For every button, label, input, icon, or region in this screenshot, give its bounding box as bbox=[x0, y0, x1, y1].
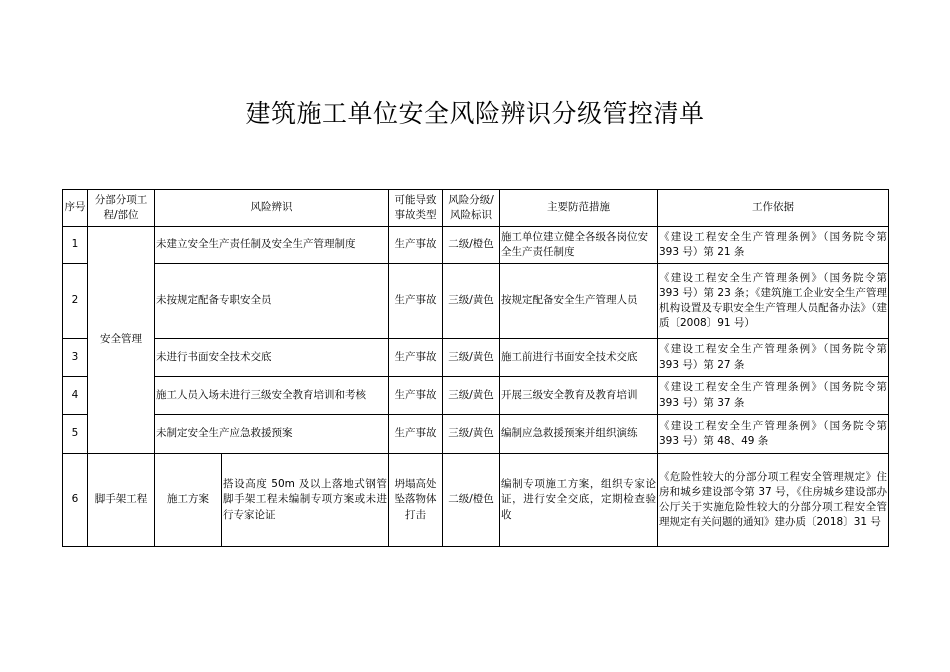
row-accident-type: 生产事故 bbox=[389, 415, 443, 454]
table-row bbox=[63, 377, 889, 415]
row-measures: 施工前进行书面安全技术交底 bbox=[500, 339, 658, 377]
row-seq: 4 bbox=[63, 377, 88, 415]
row-accident-type: 生产事故 bbox=[389, 264, 443, 339]
row-risk: 未建立安全生产责任制及安全生产管理制度 bbox=[155, 227, 389, 264]
header-risk-level: 风险分级/风险标识 bbox=[443, 190, 500, 227]
header-accident-type: 可能导致事故类型 bbox=[389, 190, 443, 227]
row-basis: 《建设工程安全生产管理条例》（国务院令第 393 号）第 21 条 bbox=[658, 227, 889, 264]
row-basis: 《危险性较大的分部分项工程安全管理规定》住房和城乡建设部令第 37 号，《住房城乡建设部办公厅关于实施危险性较大的分部分项工程安全管理规定有关问题的通知》建办质〔2018〕31 号 bbox=[658, 454, 889, 547]
row-risk: 搭设高度 50m 及以上落地式钢管脚手架工程未编制专项方案或未进行专家论证 bbox=[222, 454, 389, 547]
table-row bbox=[63, 454, 889, 547]
row-seq: 2 bbox=[63, 264, 88, 339]
row-basis: 《建设工程安全生产管理条例》（国务院令第 393 号）第 27 条 bbox=[658, 339, 889, 377]
row-seq: 3 bbox=[63, 339, 88, 377]
row-risk: 施工人员入场未进行三级安全教育培训和考核 bbox=[155, 377, 389, 415]
table-row bbox=[63, 339, 889, 377]
header-basis: 工作依据 bbox=[658, 190, 889, 227]
row-basis: 《建设工程安全生产管理条例》（国务院令第 393 号）第 23 条；《建筑施工企业安全生产管理机构设置及专职安全生产管理人员配备办法》（建质〔2008〕91 号） bbox=[658, 264, 889, 339]
row-accident-type: 生产事故 bbox=[389, 227, 443, 264]
header-sub-project: 分部分项工程/部位 bbox=[88, 190, 155, 227]
row-seq: 1 bbox=[63, 227, 88, 264]
row-measures: 编制应急救援预案并组织演练 bbox=[500, 415, 658, 454]
table-row bbox=[63, 415, 889, 454]
header-seq: 序号 bbox=[63, 190, 88, 227]
row-measures: 按规定配备安全生产管理人员 bbox=[500, 264, 658, 339]
row-measures: 施工单位建立健全各级各岗位安全生产责任制度 bbox=[500, 227, 658, 264]
row-accident-type: 生产事故 bbox=[389, 377, 443, 415]
row-measures: 开展三级安全教育及教育培训 bbox=[500, 377, 658, 415]
row-risk-level: 三级/黄色 bbox=[443, 377, 500, 415]
table-row bbox=[63, 227, 889, 264]
group-safety-management: 安全管理 bbox=[88, 227, 155, 454]
row-risk-level: 三级/黄色 bbox=[443, 264, 500, 339]
group-scaffolding: 脚手架工程 bbox=[88, 454, 155, 547]
row-seq: 5 bbox=[63, 415, 88, 454]
header-measures: 主要防范措施 bbox=[500, 190, 658, 227]
row-risk: 未进行书面安全技术交底 bbox=[155, 339, 389, 377]
row-accident-type: 生产事故 bbox=[389, 339, 443, 377]
row-accident-type: 坍塌高处坠落物体打击 bbox=[389, 454, 443, 547]
table-header-row bbox=[63, 190, 889, 227]
row-risk-level: 二级/橙色 bbox=[443, 454, 500, 547]
row-measures: 编制专项施工方案，组织专家论证，进行安全交底，定期检查验收 bbox=[500, 454, 658, 547]
row-risk: 未按规定配备专职安全员 bbox=[155, 264, 389, 339]
row-risk: 未制定安全生产应急救援预案 bbox=[155, 415, 389, 454]
row-basis: 《建设工程安全生产管理条例》（国务院令第 393 号）第 48、49 条 bbox=[658, 415, 889, 454]
row-seq: 6 bbox=[63, 454, 88, 547]
row-risk-level: 三级/黄色 bbox=[443, 415, 500, 454]
table-row bbox=[63, 264, 889, 339]
row-basis: 《建设工程安全生产管理条例》（国务院令第 393 号）第 37 条 bbox=[658, 377, 889, 415]
row-risk-level: 二级/橙色 bbox=[443, 227, 500, 264]
risk-control-table bbox=[62, 189, 889, 547]
row-risk-level: 三级/黄色 bbox=[443, 339, 500, 377]
page-title: 建筑施工单位安全风险辨识分级管控清单 bbox=[245, 99, 705, 128]
header-risk-identification: 风险辨识 bbox=[155, 190, 389, 227]
group-construction-plan: 施工方案 bbox=[155, 454, 222, 547]
